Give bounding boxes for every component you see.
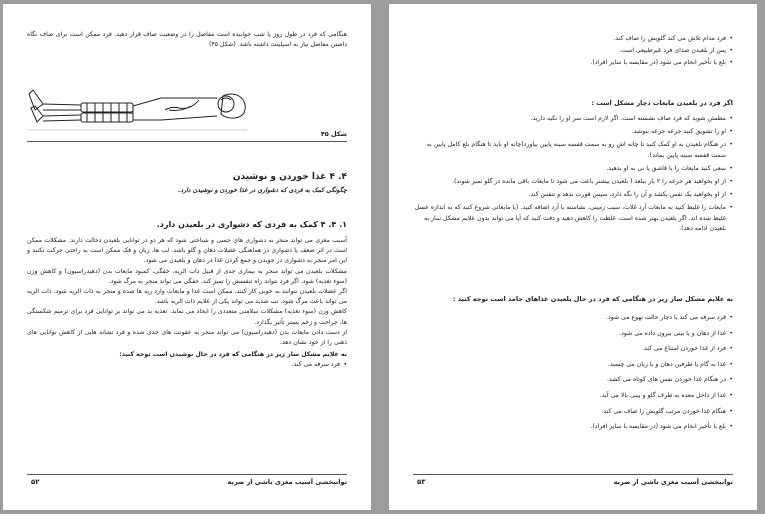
list-item: • بلع با تأخیر انجام می شود (در مقایسه با سایر افراد). [413,58,733,68]
list-item: • بلع با تأخیر انجام می شود (در مقایسه با سایر افراد). [411,422,733,432]
list-item: • در هنگام بلعیدن به او کمک کنید تا چانه اش رو به سمت قفسه سینه پایین بیاورد(چانه او باید تا هنگام بلع کامل پایین به سمت قفسه سینه پایین بماند). [411,140,733,160]
subsection-title: ۱. ۴. ۴ کمک به فردی که دشواری در بلعیدن دارد. [156,220,347,229]
page-footer [27,474,347,488]
section-subtitle: چگونگی کمک به فردی که دشواری در غذا خوردن و نوشیدن دارد. [177,187,347,194]
footer-title: توانبخشی آسیب مغزی ناشی از ضربه [613,478,733,486]
list-item: • پس از بلعیدن صدای فرد غیرطبیعی است. [413,46,733,56]
list-item: • غذا به گام یا طرفین دهان و یا زبان می چسبد. [411,360,733,370]
right-page [389,4,757,510]
figure-lying-person-illustration [21,76,251,132]
paragraph: آسیب مغزی می تواند منجر به دشواری های حسی و شناختی شود که هر دو در توانایی بلعیدن دخالت دارند. مشکلات ممکن است در اثر ضعف یا دشواری در هماهنگی عضلات دهان و گلو باشد. لب ها، زبان و فک ممکن است به راحتی حرکت نکنند و این امر منجر به دشواری در جویدن و جمع کردن غذا در دهان و بلعیدن می شود. [27,237,347,265]
top-list [413,34,733,69]
paragraph: کاهش وزن (سوء تغذیه) مشکلات سلامتی متعددی را ایجاد می نماید. تغذیه بد می تواند بر توانایی فرد برای ترمیم شکستگی ها، جراحت و زخم بستر تأثیر بگذارد. [27,308,347,326]
list-item: • از او بخواهید هر جرعه را ۲ بار ببلعد ( بلعیدن بیشتر باعث می شود تا مایعات باقی مانده در گلو تمیز شوند). [411,177,733,187]
list-item: • فرد سرفه می کند یا دچار حالت تهوع می شود. [411,313,733,323]
paragraph: اگر عضلات بلعیدن نتوانند به خوبی کار کنند، ممکن است غذا و مایعات وارد ریه ها شده و منجر به ذات الریه شود. ذات الریه می تواند باعث مرگ شود. تب شدید می تواند یکی از علایم ذات الریه باشد. [27,288,347,306]
page-number: ۵۳ [417,478,426,486]
body-text [27,236,347,371]
list-item: • هنگام غذا خوردن مرتب گلویش را صاف می کند. [411,407,733,417]
list-item: • مایعات را غلیظ کنید به مایعات آرد غلات، سیب زمینی، نشاسته یا آرد اضافه کنید. (با مایعاتی شروع کنید که به اندازه عسل غلیظ شده اند. اگر بلعیدن بهتر شده است، غلظت را کاهش دهید و دقت کنید که آیا می تواند بدون علایم مشکل ساز به بلعیدن ادامه دهد). [411,203,733,234]
page-number: ۵۲ [31,478,40,486]
list-item: • از او بخواهید یک نفس بکشد و آن را نگه دارد، سپس قورت بدهد و تنفس کند. [411,190,733,200]
list-item: • در هنگام غذا خوردن نفس های کوتاه می کشد. [411,375,733,385]
intro-paragraph: هنگامی که فرد در طول روز یا شب خوابیده است مفاصل را در وضعیت صاف قرار دهید. فرد ممکن است برای صاف نگاه داشتن مفاصل نیاز به اسپلینت داشته باشد. (شکل ۴۵) [27,31,347,49]
divider [27,141,347,142]
paragraph: مشکلات بلعیدن می تواند منجر به بیماری جدی از قبیل ذات الریه، خفگی، کمبود مایعات بدن (دهیدراسیون) و کاهش وزن (سوء تغذیه) شود. اگر فرد نتواند راه تنفسش را تمیز کند، خفگی می تواند منجر به مرگ شود. [27,267,347,285]
figure-caption: شکل ۴۵ [320,130,347,138]
paragraph: از دست دادن مایعات بدن (دهیدراسیون) می تواند منجر به عفونت های جدی شده و فرد نشانه هایی از کاهش توانایی های ذهنی را از خود نشان دهد. [27,328,347,347]
list-item: • فرد مدام تلاش می کند گلویش را صاف کند. [413,34,733,44]
list-item: • غذا از داخل معده به طرف گلو و بینی بالا می آید. [411,391,733,401]
list-item: • فرد سرفه می کند. [27,360,347,370]
solids-heading: به علایم مشکل ساز زیر در هنگامی که فرد در حال بلعیدن غذاهای جامد است توجه کنید : [452,295,733,303]
footer-title: توانبخشی آسیب مغزی ناشی از ضربه [227,478,347,486]
left-page [3,4,371,510]
liquids-heading: اگر فرد در بلعیدن مایعات دچار مشکل است : [591,99,733,107]
list-item: • مطمئن شوید که فرد صاف نشسته است. اگر لازم است سر او را تکیه دارید. [411,114,733,124]
page-footer [413,474,733,488]
signs-list [27,360,347,370]
section-title: ۴. ۴ غذا خوردن و نوشیدن [232,172,347,182]
list-item: • غذا از دهان و یا بینی بیرون داده می شود. [411,329,733,339]
list-item: • فرد از غذا خوردن امتناع می کند. [411,344,733,354]
list-item: • سعی کنید مایعات را با قاشق یا نی به او بدهید. [411,164,733,174]
solids-list [411,313,733,432]
list-item: • او را تشویق کنید جرعه جرعه بنوشد. [411,127,733,137]
signs-heading: به علایم مشکل ساز زیر در هنگامی که فرد در حال نوشیدن است توجه کنید: [119,351,347,359]
liquids-list [411,114,733,234]
